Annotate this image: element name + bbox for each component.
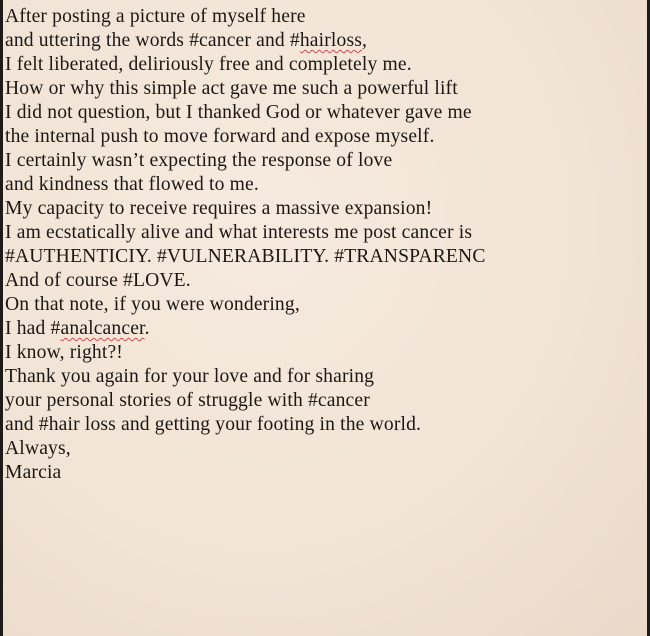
- note-line-18: [5, 413, 650, 437]
- note-line-20: [5, 461, 650, 485]
- line-text: your personal stories of struggle with #cancer: [5, 390, 370, 411]
- line-text: My capacity to receive requires a massive expansion!: [5, 198, 433, 219]
- misspelled-word: hairloss: [299, 30, 363, 51]
- line-text: and kindness that flowed to me.: [5, 174, 259, 195]
- note-line-9: [5, 197, 650, 221]
- note-line-4: [5, 77, 650, 101]
- line-text: I did not question, but I thanked God or whatever gave me: [5, 102, 472, 123]
- line-text: After posting a picture of myself here: [5, 6, 306, 27]
- line-text: How or why this simple act gave me such a powerful lift: [5, 78, 458, 99]
- line-text: I am ecstatically alive and what interests me post cancer is: [5, 222, 473, 243]
- line-text: I had #: [5, 318, 61, 339]
- note-line-2: [5, 29, 650, 53]
- line-text: And of course #LOVE.: [5, 270, 191, 291]
- line-text: and uttering the words #cancer and #: [5, 30, 300, 51]
- note-line-15: [5, 341, 650, 365]
- line-text-tail: .: [144, 318, 150, 339]
- note-line-10: [5, 221, 650, 245]
- line-text: the internal push to move forward and expose myself.: [5, 126, 435, 147]
- note-line-19: [5, 437, 650, 461]
- misspelled-word: analcancer: [60, 318, 145, 339]
- note-line-16: [5, 365, 650, 389]
- note-line-14: [5, 317, 650, 341]
- line-text: I know, right?!: [5, 342, 123, 363]
- line-text: #AUTHENTICIY. #VULNERABILITY. #TRANSPARENC: [5, 246, 486, 267]
- line-text: I certainly wasn’t expecting the response of love: [5, 150, 393, 171]
- left-border: [0, 0, 3, 636]
- note-line-7: [5, 149, 650, 173]
- line-text: On that note, if you were wondering,: [5, 294, 300, 315]
- note-text: [5, 5, 650, 485]
- line-text: Thank you again for your love and for sharing: [5, 366, 375, 387]
- note-line-1: [5, 5, 650, 29]
- line-text: I felt liberated, deliriously free and completely me.: [5, 54, 412, 75]
- line-text-tail: ,: [362, 30, 368, 51]
- note-line-12: [5, 269, 650, 293]
- note-line-6: [5, 125, 650, 149]
- note-line-5: [5, 101, 650, 125]
- note-line-3: [5, 53, 650, 77]
- line-text: and #hair loss and getting your footing in the world.: [5, 414, 422, 435]
- note-line-11: [5, 245, 650, 269]
- note-line-13: [5, 293, 650, 317]
- note-line-8: [5, 173, 650, 197]
- line-text: Marcia: [5, 462, 62, 483]
- line-text: Always,: [5, 438, 71, 459]
- note-line-17: [5, 389, 650, 413]
